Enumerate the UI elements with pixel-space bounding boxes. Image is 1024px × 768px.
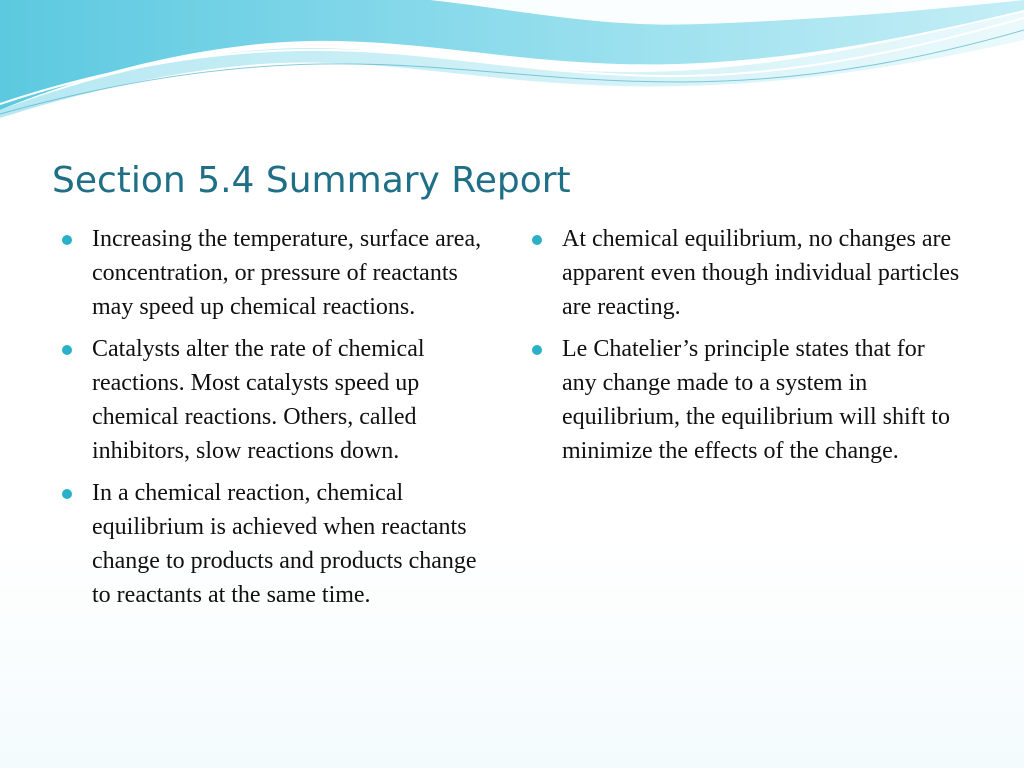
wave-decoration xyxy=(0,0,1024,130)
bullet-item xyxy=(530,332,960,468)
slide-title: Section 5.4 Summary Report xyxy=(52,160,571,201)
bullet-dot-icon xyxy=(532,345,542,355)
bullet-dot-icon xyxy=(62,235,72,245)
bullet-item xyxy=(60,476,500,612)
bullet-text: Catalysts alter the rate of chemical reactions. Most catalysts speed up chemical reactions. Others, called inhibitors, slow reactions down. xyxy=(92,336,425,464)
bullet-text: Le Chatelier’s principle states that for any change made to a system in equilibrium, the equilibrium will shift to minimize the effects of the change. xyxy=(562,336,950,464)
left-bullet-list xyxy=(60,222,500,620)
right-bullet-list xyxy=(530,222,960,476)
bullet-text: In a chemical reaction, chemical equilibrium is achieved when reactants change to products and products change to reactants at the same time. xyxy=(92,480,477,608)
bullet-item xyxy=(60,332,500,468)
bullet-item xyxy=(530,222,960,324)
bullet-dot-icon xyxy=(532,235,542,245)
bullet-dot-icon xyxy=(62,345,72,355)
bullet-text: Increasing the temperature, surface area, concentration, or pressure of reactants may speed up chemical reactions. xyxy=(92,226,482,320)
bullet-dot-icon xyxy=(62,489,72,499)
bullet-text: At chemical equilibrium, no changes are apparent even though individual particles are reacting. xyxy=(562,226,960,320)
bullet-item xyxy=(60,222,500,324)
